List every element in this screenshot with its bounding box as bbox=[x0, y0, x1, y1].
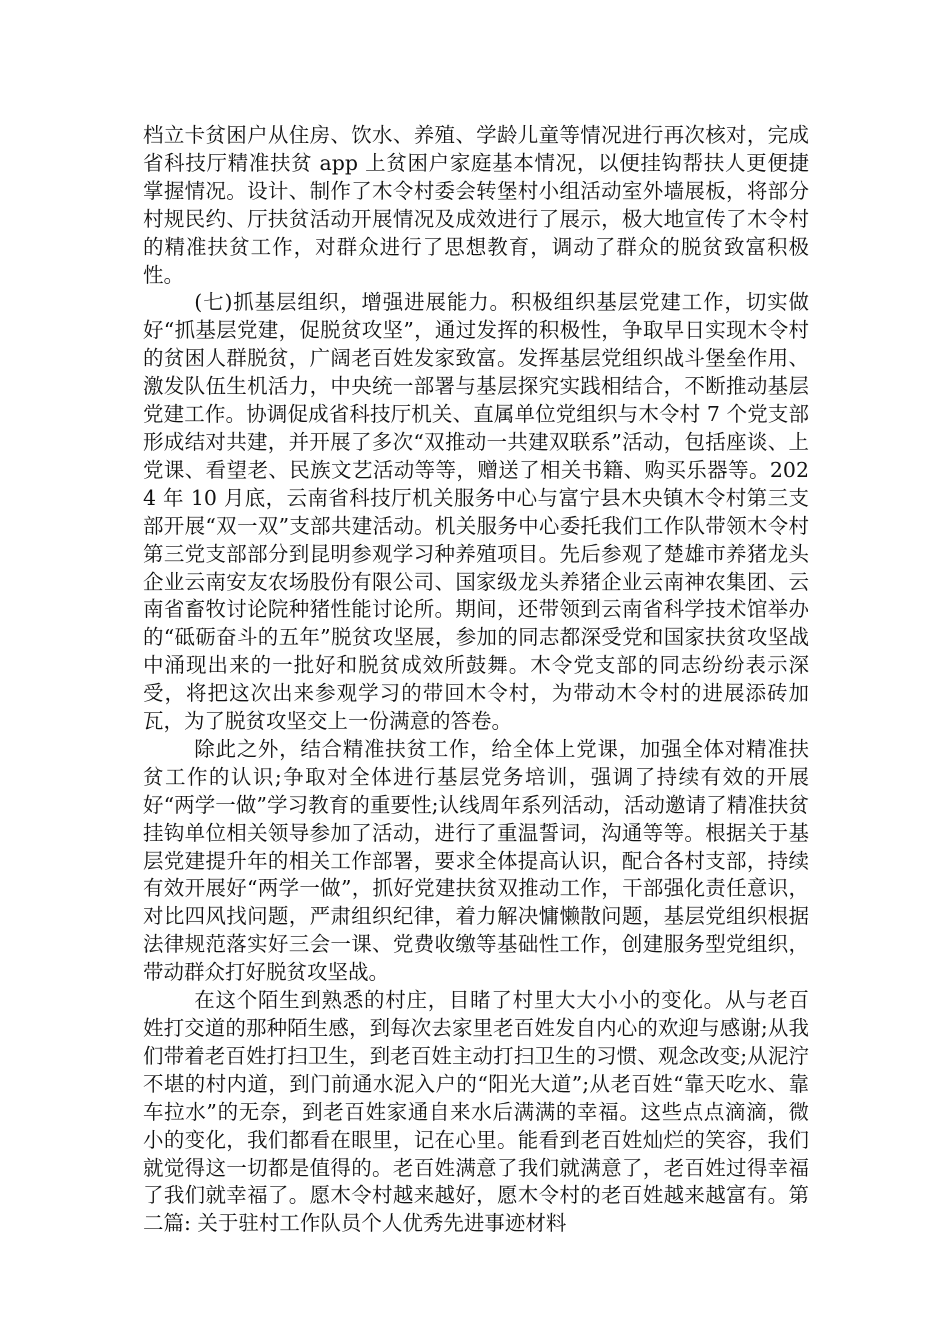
paragraph-2: (七)抓基层组织，增强进展能力。积极组织基层党建工作，切实做好“抓基层党建，促脱贫攻坚”，通过发挥的积极性，争取早日实现木令村的贫困人群脱贫，广阔老百姓发家致富。发挥基层党组织战斗堡垒作用、激发队伍生机活力，中央统一部署与基层探究实践相结合，不断推动基层党建工作。协调促成省科技厅机关、直属单位党组织与木令村 7 个党支部形成结对共建，并开展了多次“双推动一共建双联系”活动，包括座谈、上党课、看望老、民族文艺活动等等，赠送了相关书籍、购买乐器等。2024 年 10 月底，云南省科技厅机关服务中心与富宁县木央镇木令村第三支部开展“双一双”支部共建活动。机关服务中心委托我们工作队带领木令村第三党支部部分到昆明参观学习种养殖项目。先后参观了楚雄市养猪龙头企业云南安友农场股份有限公司、国家级龙头养猪企业云南神农集团、云南省畜牧讨论院种猪性能讨论所。期间，还带领到云南省科学技术馆举办的“砥砺奋斗的五年”脱贫攻坚展，参加的同志都深受党和国家扶贫攻坚战中涌现出来的一批好和脱贫成效所鼓舞。木令党支部的同志纷纷表示深受，将把这次出来参观学习的带回木令村，为带动木令村的进展添砖加瓦，为了脱贫攻坚交上一份满意的答卷。 bbox=[143, 290, 809, 734]
paragraph-3: 除此之外，结合精准扶贫工作，给全体上党课，加强全体对精准扶贫工作的认识;争取对全体进行基层党务培训，强调了持续有效的开展好“两学一做”学习教育的重要性;认线周年系列活动，活动邀请了精准扶贫挂钩单位相关领导参加了活动，进行了重温誓词，沟通等等。根据关于基层党建提升年的相关工作部署，要求全体提高认识，配合各村支部，持续有效开展好“两学一做”，抓好党建扶贫双推动工作，干部强化责任意识，对比四风找问题，严肃组织纪律，着力解决慵懒散问题，基层党组织根据法律规范落实好三会一课、党费收缴等基础性工作，创建服务型党组织，带动群众打好脱贫攻坚战。 bbox=[143, 736, 809, 985]
paragraph-4: 在这个陌生到熟悉的村庄，目睹了村里大大小小的变化。从与老百姓打交道的那种陌生感，到每次去家里老百姓发自内心的欢迎与感谢;从我们带着老百姓打扫卫生，到老百姓主动打扫卫生的习惯、观念改变;从泥泞不堪的村内道，到门前通水泥入户的“阳光大道”;从老百姓“靠天吃水、靠车拉水”的无奈，到老百姓家通自来水后满满的幸福。这些点点滴滴，微小的变化，我们都看在眼里，记在心里。能看到老百姓灿烂的笑容，我们就觉得这一切都是值得的。老百姓满意了我们就满意了，老百姓过得幸福了我们就幸福了。愿木令村越来越好，愿木令村的老百姓越来越富有。第二篇: 关于驻村工作队员个人优秀先进事迹材料 bbox=[143, 988, 809, 1236]
document-page bbox=[143, 122, 809, 1238]
paragraph-1: 档立卡贫困户从住房、饮水、养殖、学龄儿童等情况进行再次核对，完成省科技厅精准扶贫 app 上贫困户家庭基本情况，以便挂钩帮扶人更便捷掌握情况。设计、制作了木令村委会转堡村小组活动室外墙展板，将部分村规民约、厅扶贫活动开展情况及成效进行了展示，极大地宣传了木令村的精准扶贫工作，对群众进行了思想教育，调动了群众的脱贫致富积极性。 bbox=[143, 123, 809, 287]
